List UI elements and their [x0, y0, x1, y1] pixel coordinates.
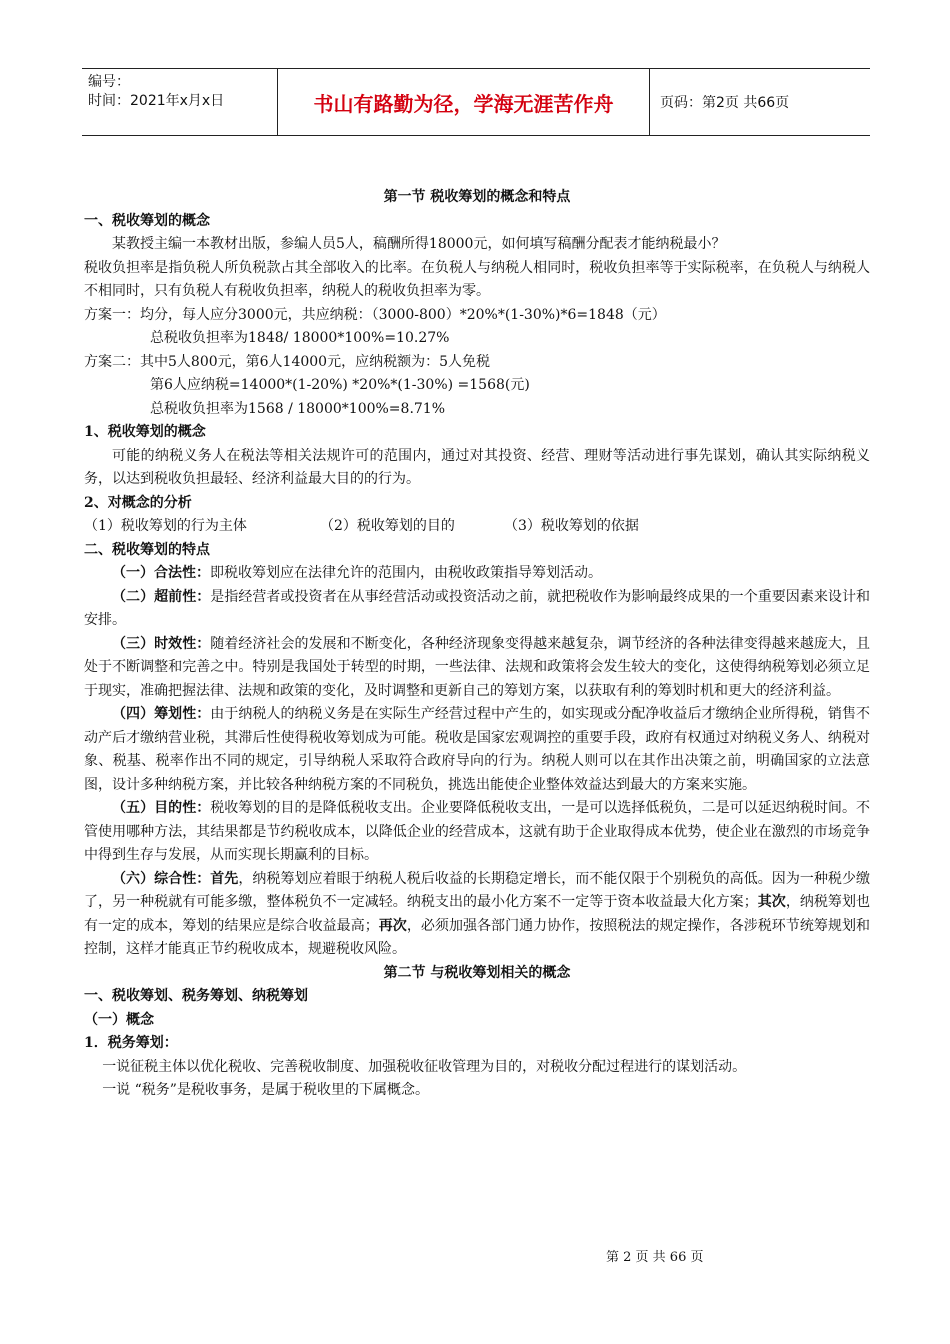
page-footer: 第 2 页 共 66 页: [606, 1250, 704, 1265]
paragraph-example: 某教授主编一本教材出版，参编人员5人，稿酬所得18000元，如何填写稿酬分配表才能纳税最小？: [112, 236, 726, 252]
feature-paragraph-comprehensive: [84, 868, 870, 962]
paragraph-burden-rate: 税收负担率是指负税人所负税款占其全部收入的比率。在负税人与纳税人相同时，税收负担率等于实际税率，在负税人与纳税人不相同时，只有负税人有税收负担率，纳税人的税收负担率为零。: [84, 259, 870, 299]
plan2-line2: 第6人应纳税=14000*(1-20%) *20%*(1-30%) =1568(元): [150, 377, 530, 393]
plan2-line3: 总税收负担率为1568 / 18000*100%=8.71%: [150, 400, 446, 417]
analysis-item: （2）税收筹划的目的: [320, 518, 455, 534]
feature-text: 随着经济社会的发展和不断变化，各种经济现象变得越来越复杂，调节经济的各种法律变得越来越庞大，且处于不断调整和完善之中。特别是我国处于转型的时期，一些法律、法规和政策将会发生较大的变化，这使得纳税筹划必须立足于现实，准确把握法律、法规和政策的变化，及时调整和更新自己的筹划方案，以获取有利的筹划时机和更大的经济利益。: [84, 635, 870, 699]
plan1-line1: 方案一：均分，每人应分3000元，共应纳税：（3000-800）*20%*(1-30%)*6=1848（元）: [84, 306, 666, 323]
header-table: [82, 68, 870, 136]
feature-label: （二）超前性：: [112, 588, 211, 605]
section2-heading: 一、税收筹划、税务筹划、纳税筹划: [84, 988, 308, 1004]
feature-paragraph: [84, 562, 870, 586]
feature-text: ，必须加强各部门通力协作，按照税法的规定操作，各涉税环节统筹规划和控制，这样才能真正节约税收成本，规避税收风险。: [84, 917, 871, 957]
number-label: 编号：: [88, 74, 130, 90]
section2-subheading: （一）概念: [84, 1011, 154, 1028]
keyword-second: 其次: [757, 894, 786, 910]
keyword-third: 再次: [378, 917, 407, 934]
feature-label: （三）时效性：: [112, 635, 211, 652]
motto: 书山有路勤为径，学海无涯苦作舟: [278, 69, 650, 135]
subheading-analysis: 2、对概念的分析: [84, 494, 192, 511]
plan2-line1: 方案二：其中5人800元，第6人14000元，应纳税额为：5人免税: [84, 353, 490, 370]
section1-title: 第一节 税收筹划的概念和特点: [383, 189, 571, 205]
feature-text: 即税收筹划应在法律允许的范围内，由税收政策指导筹划活动。: [210, 565, 602, 581]
feature-text: 税收筹划的目的是降低税收支出。企业要降低税收支出，一是可以选择低税负，二是可以延迟纳税时间。不管使用哪种方法，其结果都是节约税收成本，以降低企业的经营成本，这就有助于企业取得成本优势，使企业在激烈的市场竞争中得到生存与发展，从而实现长期赢利的目标。: [84, 800, 870, 863]
analysis-item: （3）税收筹划的依据: [504, 518, 639, 534]
feature-label: （五）目的性：: [112, 800, 211, 816]
feature-label: （一）合法性：: [112, 565, 210, 581]
feature-text: 由于纳税人的纳税义务是在实际生产经营过程中产生的，如实现或分配净收益后才缴纳企业所得税，销售不动产后才缴纳营业税，其滞后性使得税收筹划成为可能。税收是国家宏观调控的重要手段，政府有权通过对纳税义务人、纳税对象、税基、税率作出不同的规定，引导纳税人采取符合政府导向的行为。纳税人则可以在其作出决策之前，明确国家的立法意图，设计多种纳税方案，并比较各种纳税方案的不同税负，挑选出能使企业整体效益达到最大的方案来实施。: [84, 706, 870, 793]
time-label: 时间：2021年x月x日: [88, 93, 225, 109]
feature-text: 是指经营者或投资者在从事经营活动或投资活动之前，就把税收作为影响最终成果的一个重要因素来设计和安排。: [84, 588, 870, 628]
feature-text: ，纳税筹划也有一定的成本，筹划的结果应是综合收益最高；: [84, 894, 871, 934]
paragraph-tax-affairs-1: 一说征税主体以优化税收、完善税收制度、加强税收征收管理为目的，对税收分配过程进行的谋划活动。: [102, 1058, 747, 1075]
feature-paragraph: [84, 703, 870, 797]
header-left-cell: [82, 69, 278, 135]
feature-paragraph: [84, 797, 870, 868]
document-body: [84, 186, 870, 1103]
plan1-line2: 总税收负担率为1848/ 18000*100%=10.27%: [150, 330, 450, 346]
feature-label: （四）筹划性：: [112, 706, 211, 722]
section1-heading-concept: 一、税收筹划的概念: [84, 212, 210, 229]
page-label: 页码：第2页 共66页: [660, 95, 790, 111]
keyword-first: 首先: [210, 870, 239, 887]
paragraph-tax-affairs-2: 一说 “税务”是税收事务，是属于税收里的下属概念。: [102, 1082, 429, 1098]
analysis-item: （1）税收筹划的行为主体: [84, 518, 247, 534]
section1-heading-features: 二、税收筹划的特点: [84, 541, 210, 558]
feature-text: ，纳税筹划应着眼于纳税人税后收益的长期稳定增长，而不能仅限于个别税负的高低。因为一种税少缴了，另一种税就有可能多缴，整体税负不一定减轻。纳税支出的最小化方案不一定等于资本收益最大化方案；: [84, 870, 871, 910]
analysis-list: [84, 515, 870, 539]
paragraph-definition: 可能的纳税义务人在税法等相关法规许可的范围内，通过对其投资、经营、理财等活动进行事先谋划，确认其实际纳税义务，以达到税收负担最轻、经济利益最大目的的行为。: [84, 447, 870, 487]
section2-item-heading: 1．税务筹划：: [84, 1035, 178, 1051]
feature-label: （六）综合性：: [112, 870, 211, 887]
feature-paragraph: [84, 633, 870, 704]
feature-paragraph: [84, 586, 870, 633]
subheading-concept: 1、税收筹划的概念: [84, 424, 206, 440]
section2-title: 第二节 与税收筹划相关的概念: [383, 964, 571, 981]
